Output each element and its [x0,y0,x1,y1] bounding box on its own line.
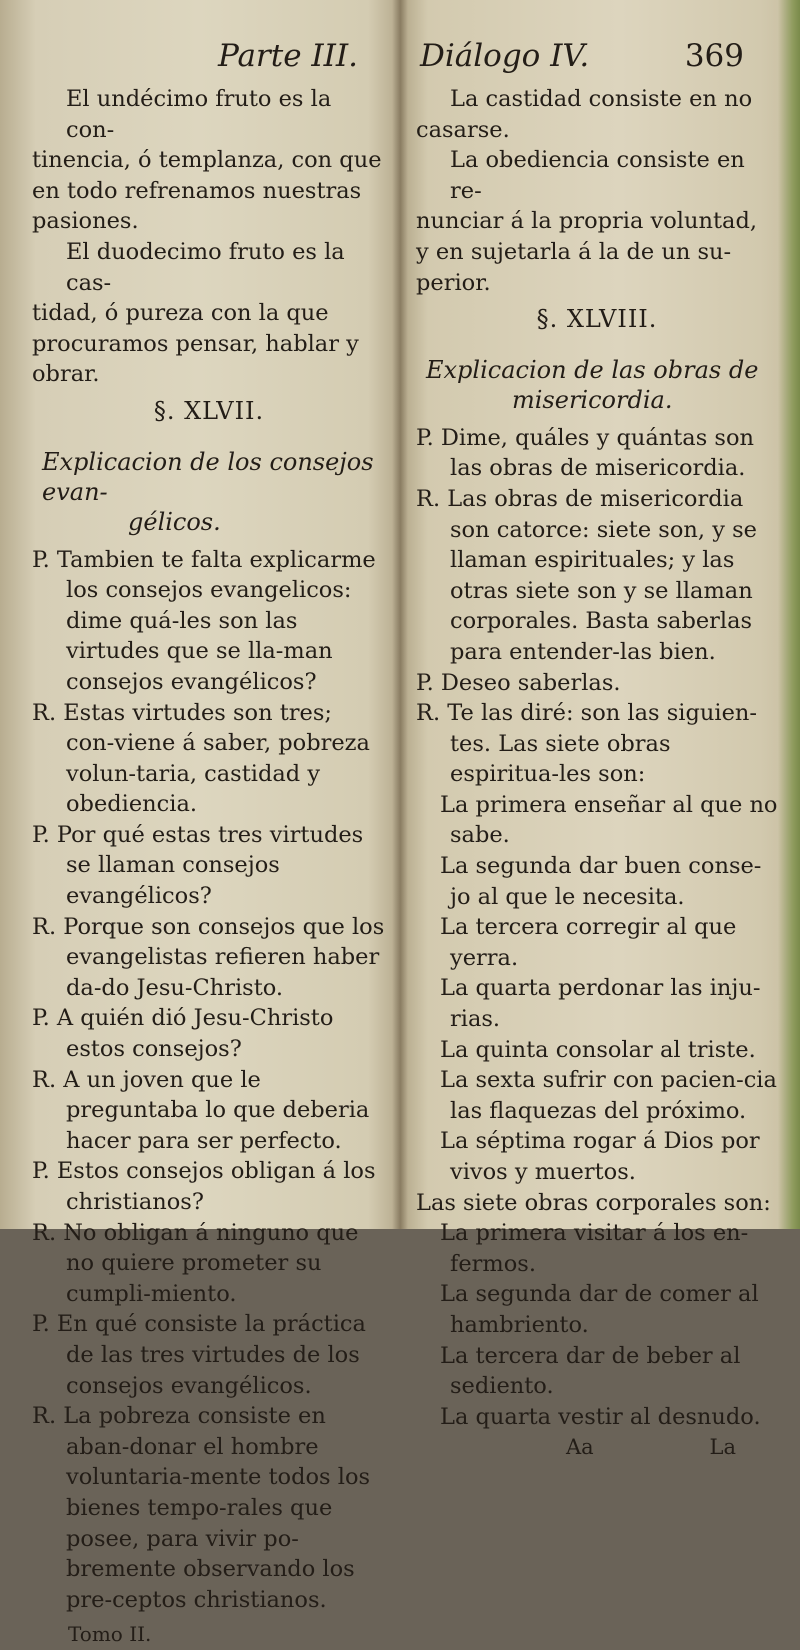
left-footer-volume: Tomo II. [68,1622,152,1647]
catchword: La [709,1435,736,1460]
left-line: obrar. [32,361,100,388]
right-line: perior. [416,269,491,296]
right-line: casarse. [416,116,510,143]
right-qa-item: P. Dime, quáles y quántas son las obras de misericordia. [416,424,754,482]
right-section-number: §. XLVIII. [536,305,658,334]
work-of-mercy: La séptima rogar á Dios por vivos y muertos. [440,1128,760,1185]
work-of-mercy: La quinta consolar al triste. [440,1036,756,1063]
signature-mark: Aa [566,1435,594,1460]
corporal-work: La segunda dar de comer al hambriento. [440,1281,759,1338]
right-qa-item: R. Te las diré: son las siguien-tes. Las siete obras espiritua-les son: [416,700,757,788]
right-line: La obediencia consiste en re- [450,147,745,204]
left-head-title: Parte III. [217,38,358,74]
left-heading-line1: Explicacion de los consejos evan- [42,447,374,506]
right-heading-line1: Explicacion de las obras de [426,355,759,384]
right-qa-item: R. Las obras de misericordia son catorce: siete son, y se llaman espirituales; y las otras siete son y se llaman corporales. Basta saberlas para entender-las bien. [416,485,757,665]
left-qa-item: R. No obligan á ninguno que no quiere prometer su cumpli-miento. [32,1219,359,1307]
right-line: y en sujetarla á la de un su- [416,238,732,265]
right-line: nunciar á la propria voluntad, [416,208,757,235]
left-line: procuramos pensar, hablar y [32,330,359,357]
left-line: tinencia, ó templanza, con que [32,147,382,174]
left-qa-item: P. En qué consiste la práctica de las tres virtudes de los consejos evangélicos. [32,1311,366,1399]
left-qa-item: P. Estos consejos obligan á los christianos? [32,1158,376,1215]
left-qa-item: P. A quién dió Jesu-Christo estos consejos? [32,1005,334,1063]
left-line: tidad, ó pureza con la que [32,300,329,327]
corporal-work: La primera visitar á los en-fermos. [440,1220,749,1277]
work-of-mercy: La segunda dar buen conse-jo al que le necesita. [440,853,762,910]
left-running-head [32,38,386,84]
left-qa-item: R. La pobreza consiste en aban-donar el hombre voluntaria-mente todos los bienes tempo-rales que posee, para vivir po-bremente observando los pre-ceptos christianos. [32,1403,371,1613]
work-of-mercy: La primera enseñar al que no sabe. [440,791,778,849]
left-line: en todo refrenamos nuestras [32,177,362,204]
right-text-block [416,84,778,1462]
left-line: pasiones. [32,208,139,235]
right-footer [416,1432,778,1462]
left-section-heading [32,447,386,537]
corporal-work: La tercera dar de beber al sediento. [440,1342,741,1400]
corporal-intro: Las siete obras corporales son: [416,1189,771,1216]
left-text-block [32,84,386,1650]
left-section-number: §. XLVII. [153,396,265,425]
left-qa-item: R. A un joven que le preguntaba lo que deberia hacer para ser perfecto. [32,1066,370,1154]
right-page [400,0,800,1460]
left-qa-item: R. Estas virtudes son tres; con-viene á saber, pobreza volun-taria, castidad y obediencia. [32,699,370,818]
right-heading-line2: misericordia. [512,385,673,414]
right-running-head [416,38,778,84]
right-head-title: Diálogo IV. [420,38,590,74]
right-line: La castidad consiste en no [450,86,753,112]
work-of-mercy: La sexta sufrir con pacien-cia las flaquezas del próximo. [440,1067,777,1124]
right-section-heading [416,355,778,415]
left-line: El undécimo fruto es la con- [66,86,332,143]
page-number: 369 [684,38,744,74]
left-qa-item: P. Tambien te falta explicarme los consejos evangelicos: dime quá-les son las virtudes que se lla-man consejos evangélicos? [32,546,376,695]
book-gutter [392,0,408,1229]
corporal-work: La quarta vestir al desnudo. [440,1403,761,1430]
left-page [0,0,400,1647]
left-qa-item: P. Por qué estas tres virtudes se llaman consejos evangélicos? [32,821,364,910]
left-qa-item: R. Porque son consejos que los evangelistas refieren haber da-do Jesu-Christo. [32,913,385,1001]
work-of-mercy: La tercera corregir al que yerra. [440,914,737,971]
left-line: El duodecimo fruto es la cas- [66,238,345,296]
left-heading-line2: gélicos. [128,507,221,536]
right-qa-item: P. Deseo saberlas. [416,669,621,696]
work-of-mercy: La quarta perdonar las inju-rias. [440,975,761,1033]
